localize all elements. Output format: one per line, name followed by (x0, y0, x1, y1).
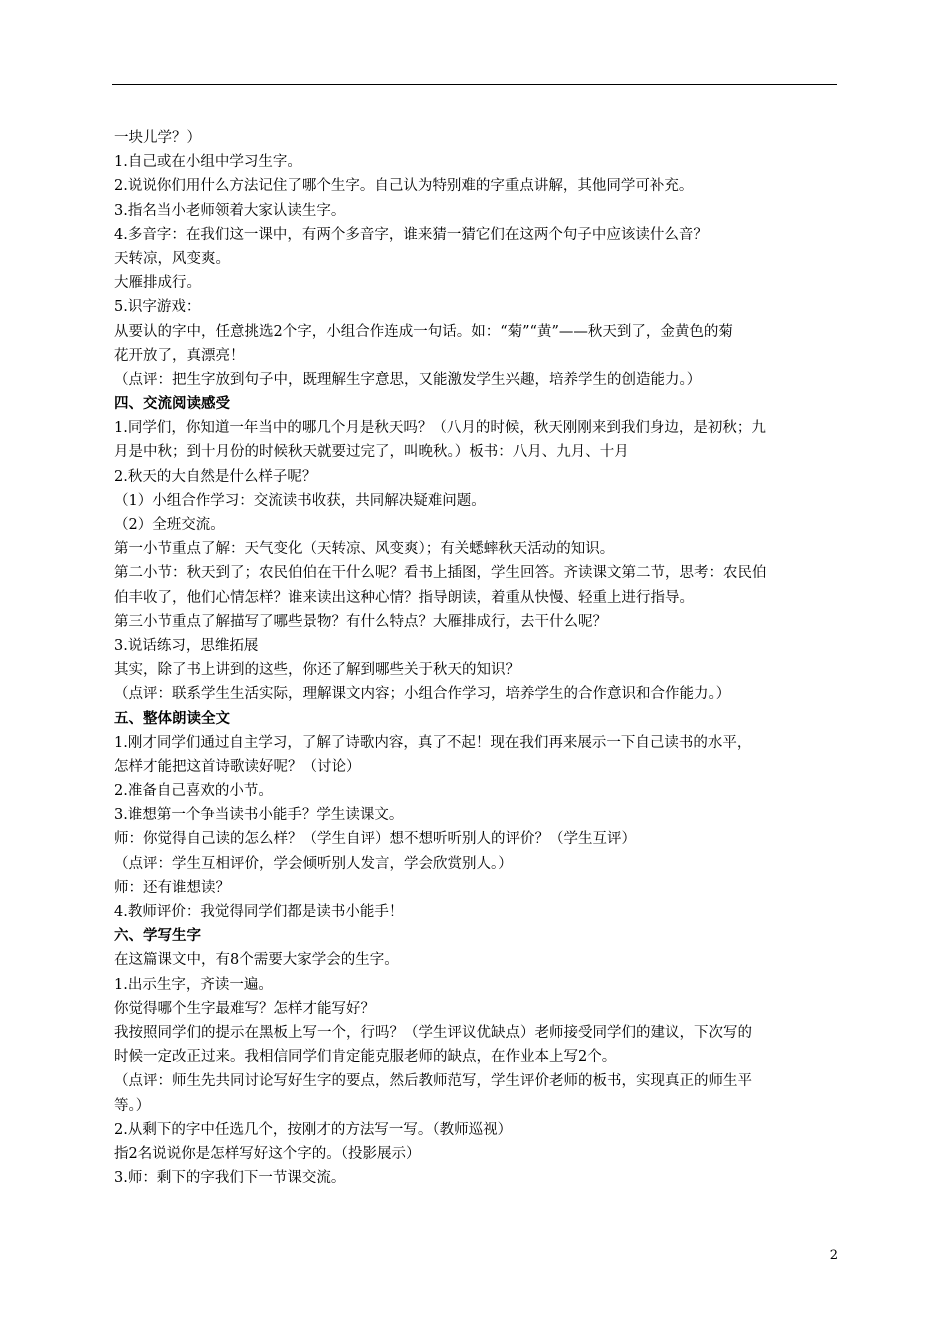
text-line: （点评：师生先共同讨论写好生字的要点，然后教师范写，学生评价老师的板书，实现真正的师生平 (114, 1073, 752, 1090)
text-line: （点评：联系学生生活实际，理解课文内容；小组合作学习，培养学生的合作意识和合作能力。） (114, 686, 731, 703)
text-line: 你觉得哪个生字最难写？怎样才能写好？ (114, 1000, 375, 1017)
text-line: 3.师：剩下的字我们下一节课交流。 (114, 1170, 346, 1187)
text-line: 伯丰收了，他们心情怎样？谁来读出这种心情？指导朗读，着重从快慢、轻重上进行指导。 (114, 589, 694, 606)
text-line: 天转凉，风变爽。 (114, 250, 230, 267)
text-line: 从要认的字中，任意挑选2个字，小组合作连成一句话。如：“菊”“黄”——秋天到了，金黄色的菊 (114, 323, 733, 340)
text-line: 指2名说说你是怎样写好这个字的。（投影展示） (114, 1145, 421, 1162)
section-heading: 四、交流阅读感受 (114, 395, 230, 413)
section-heading: 五、整体朗读全文 (114, 709, 230, 727)
text-line: （点评：学生互相评价，学会倾听别人发言，学会欣赏别人。） (114, 855, 513, 872)
text-line: 1.刚才同学们通过自主学习，了解了诗歌内容，真了不起！现在我们再来展示一下自己读书的水平， (114, 734, 752, 751)
text-line: 一块儿学？） (114, 130, 201, 146)
text-line: （1）小组合作学习：交流读书收获，共同解决疑难问题。 (114, 492, 486, 509)
text-line: 4.教师评价：我觉得同学们都是读书小能手！ (114, 904, 404, 920)
text-line: 第二小节：秋天到了；农民伯伯在干什么呢？看书上插图，学生回答。齐读课文第二节，思考：农民伯 (114, 565, 767, 582)
text-line: （点评：把生字放到句子中，既理解生字意思，又能激发学生兴趣，培养学生的创造能力。） (114, 371, 702, 388)
text-line: 3.说话练习，思维拓展 (114, 637, 259, 654)
text-line: 3.指名当小老师领着大家认读生字。 (114, 202, 346, 219)
text-line: 2.准备自己喜欢的小节。 (114, 783, 273, 800)
section-heading: 六、学写生字 (114, 927, 201, 945)
text-line: 月是中秋；到十月份的时候秋天就要过完了，叫晚秋。）板书：八月、九月、十月 (114, 444, 629, 461)
text-line: 1.同学们，你知道一年当中的哪几个月是秋天吗？（八月的时候，秋天刚刚来到我们身边，是初秋；九 (114, 420, 766, 437)
text-line: 第三小节重点了解描写了哪些景物？有什么特点？大雁排成行，去干什么呢？ (114, 613, 607, 630)
text-line: 2.秋天的大自然是什么样子呢？ (114, 468, 317, 485)
text-line: 其实，除了书上讲到的这些，你还了解到哪些关于秋天的知识？ (114, 662, 520, 679)
text-line: 2.从剩下的字中任选几个，按刚才的方法写一写。（教师巡视） (114, 1121, 513, 1138)
text-line: 大雁排成行。 (114, 275, 201, 292)
text-line: 等。） (114, 1097, 151, 1114)
text-line: 3.谁想第一个争当读书小能手？学生读课文。 (114, 807, 404, 824)
text-line: 5.识字游戏： (114, 299, 201, 316)
text-line: 我按照同学们的提示在黑板上写一个，行吗？（学生评议优缺点）老师接受同学们的建议，下次写的 (114, 1024, 752, 1041)
text-line: 在这篇课文中，有8个需要大家学会的生字。 (114, 952, 399, 969)
text-line: 时候一定改正过来。我相信同学们肯定能克服老师的缺点，在作业本上写2个。 (114, 1049, 617, 1066)
document-body (114, 126, 838, 1190)
text-line: 1.出示生字，齐读一遍。 (114, 976, 273, 993)
text-line: 1.自己或在小组中学习生字。 (114, 154, 302, 171)
text-line: （2）全班交流。 (114, 517, 225, 533)
text-line: 花开放了，真漂亮！ (114, 347, 245, 364)
text-line: 4.多音字：在我们这一课中，有两个多音字，谁来猜一猜它们在这两个句子中应该读什么音？ (114, 226, 708, 243)
text-line: 怎样才能把这首诗歌读好呢？（讨论） (114, 758, 361, 775)
page-number: 2 (829, 1248, 838, 1263)
text-line: 师：你觉得自己读的怎么样？（学生自评）想不想听听别人的评价？（学生互评） (114, 831, 636, 848)
text-line: 2.说说你们用什么方法记住了哪个生字。自己认为特别难的字重点讲解，其他同学可补充。 (114, 178, 694, 195)
text-line: 第一小节重点了解：天气变化（天转凉、风变爽）；有关蟋蟀秋天活动的知识。 (114, 541, 615, 558)
header-rule (112, 84, 837, 85)
text-line: 师：还有谁想读？ (114, 879, 230, 896)
